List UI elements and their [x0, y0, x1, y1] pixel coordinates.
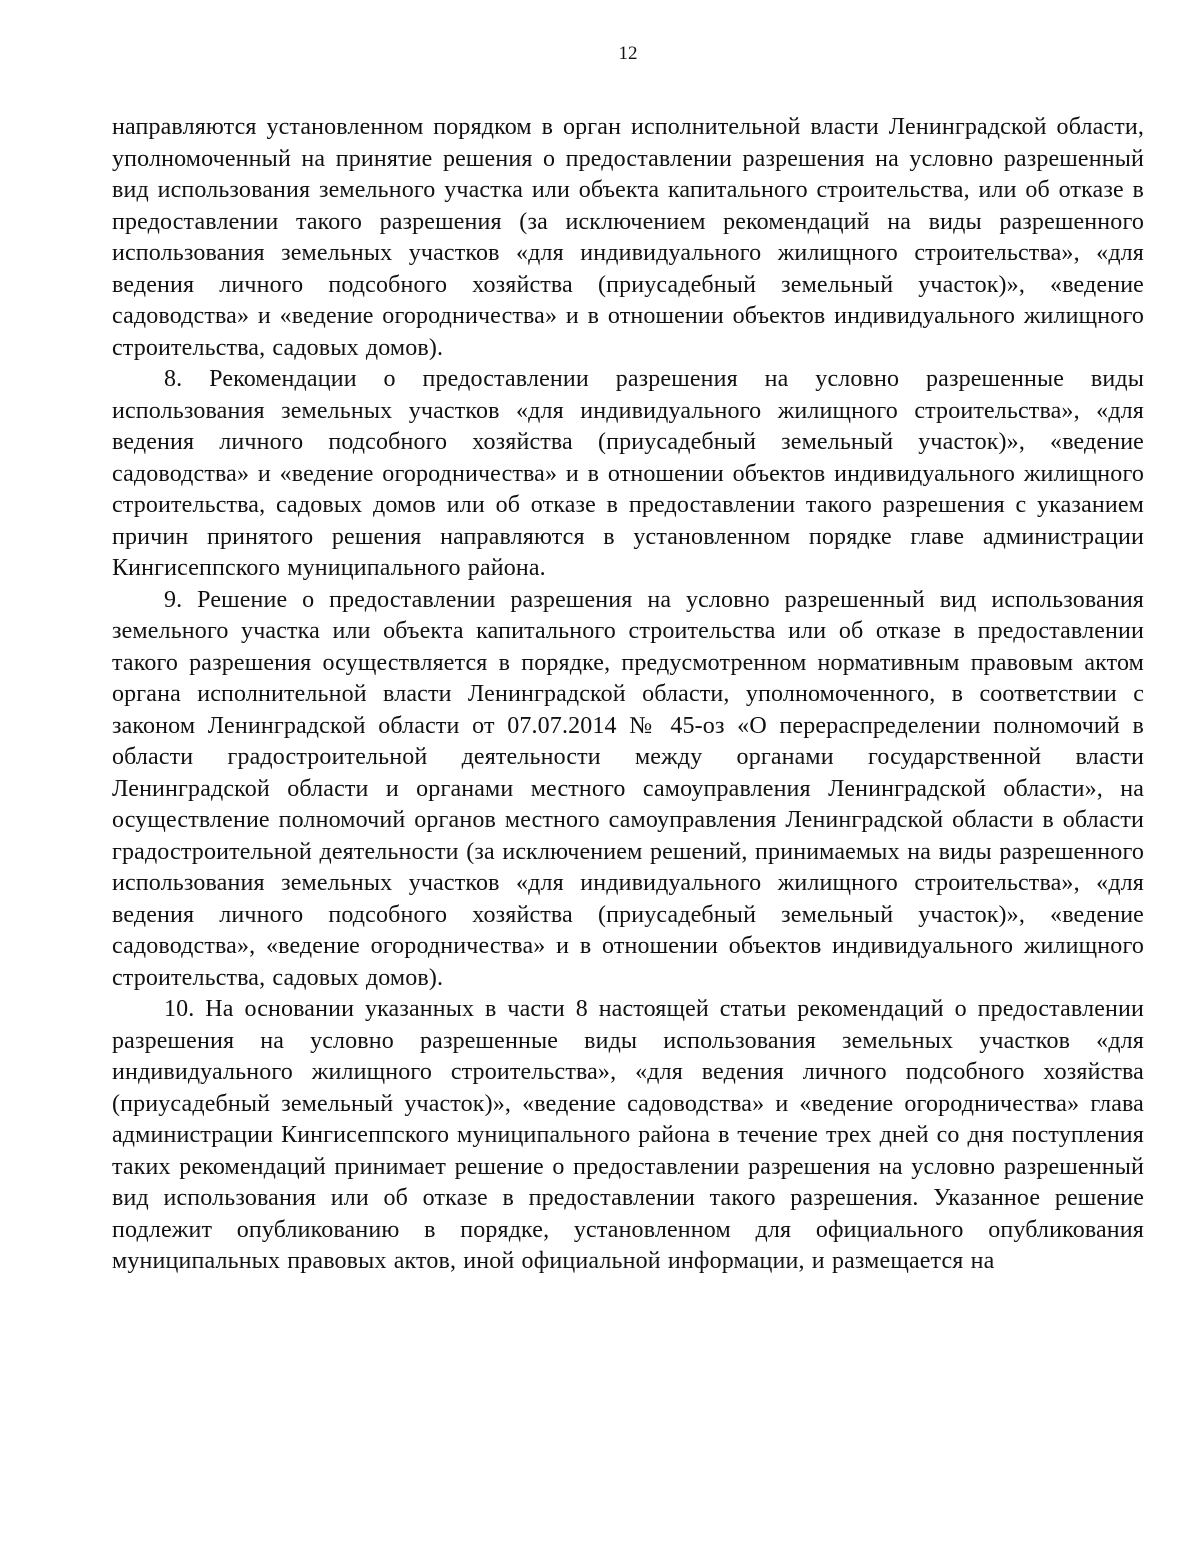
page-number: 12	[618, 43, 638, 64]
paragraph-item-8: 8. Рекомендации о предоставлении разрешения на условно разрешенные виды использования земельных участков «для индивидуального жилищного строительства», «для ведения личного подсобного хозяйства (приусадебный земельный участок)», «ведение садоводства» и «ведение огородничества» и в отношении объектов индивидуального жилищного строительства, садовых домов или об отказе в предоставлении такого разрешения с указанием причин принятого решения направляются в установленном порядке главе администрации Кингисеппского муниципального района.	[112, 366, 1144, 581]
paragraph-item-10: 10. На основании указанных в части 8 настоящей статьи рекомендаций о предоставлении разрешения на условно разрешенные виды использования земельных участков «для индивидуального жилищного строительства», «для ведения личного подсобного хозяйства (приусадебный земельный участок)», «ведение садоводства» и «ведение огородничества» глава администрации Кингисеппского муниципального района в течение трех дней со дня поступления таких рекомендаций принимает решение о предоставлении разрешения на условно разрешенный вид использования или об отказе в предоставлении такого разрешения. Указанное решение подлежит опубликованию в порядке, установленном для официального опубликования муниципальных правовых актов, иной официальной информации, и размещается на	[112, 996, 1144, 1274]
paragraph-item-9: 9. Решение о предоставлении разрешения на условно разрешенный вид использования земельного участка или объекта капитального строительства или об отказе в предоставлении такого разрешения осуществляется в порядке, предусмотренном нормативным правовым актом органа исполнительной власти Ленинградской области, уполномоченного, в соответствии с законом Ленинградской области от 07.07.2014 № 45-оз «О перераспределении полномочий в области градостроительной деятельности между органами государственной власти Ленинградской области и органами местного самоуправления Ленинградской области», на осуществление полномочий органов местного самоуправления Ленинградской области в области градостроительной деятельности (за исключением решений, принимаемых на виды разрешенного использования земельных участков «для индивидуального жилищного строительства», «для ведения личного подсобного хозяйства (приусадебный земельный участок)», «ведение садоводства», «ведение огородничества» и в отношении объектов индивидуального жилищного строительства, садовых домов).	[112, 586, 1144, 991]
document-body	[112, 112, 1144, 1278]
paragraph-continuation: направляются установленном порядком в орган исполнительной власти Ленинградской области, уполномоченный на принятие решения о предоставлении разрешения на условно разрешенный вид использования земельного участка или объекта капитального строительства, или об отказе в предоставлении такого разрешения (за исключением рекомендаций на виды разрешенного использования земельных участков «для индивидуального жилищного строительства», «для ведения личного подсобного хозяйства (приусадебный земельный участок)», «ведение садоводства» и «ведение огородничества» и в отношении объектов индивидуального жилищного строительства, садовых домов).	[112, 114, 1144, 361]
